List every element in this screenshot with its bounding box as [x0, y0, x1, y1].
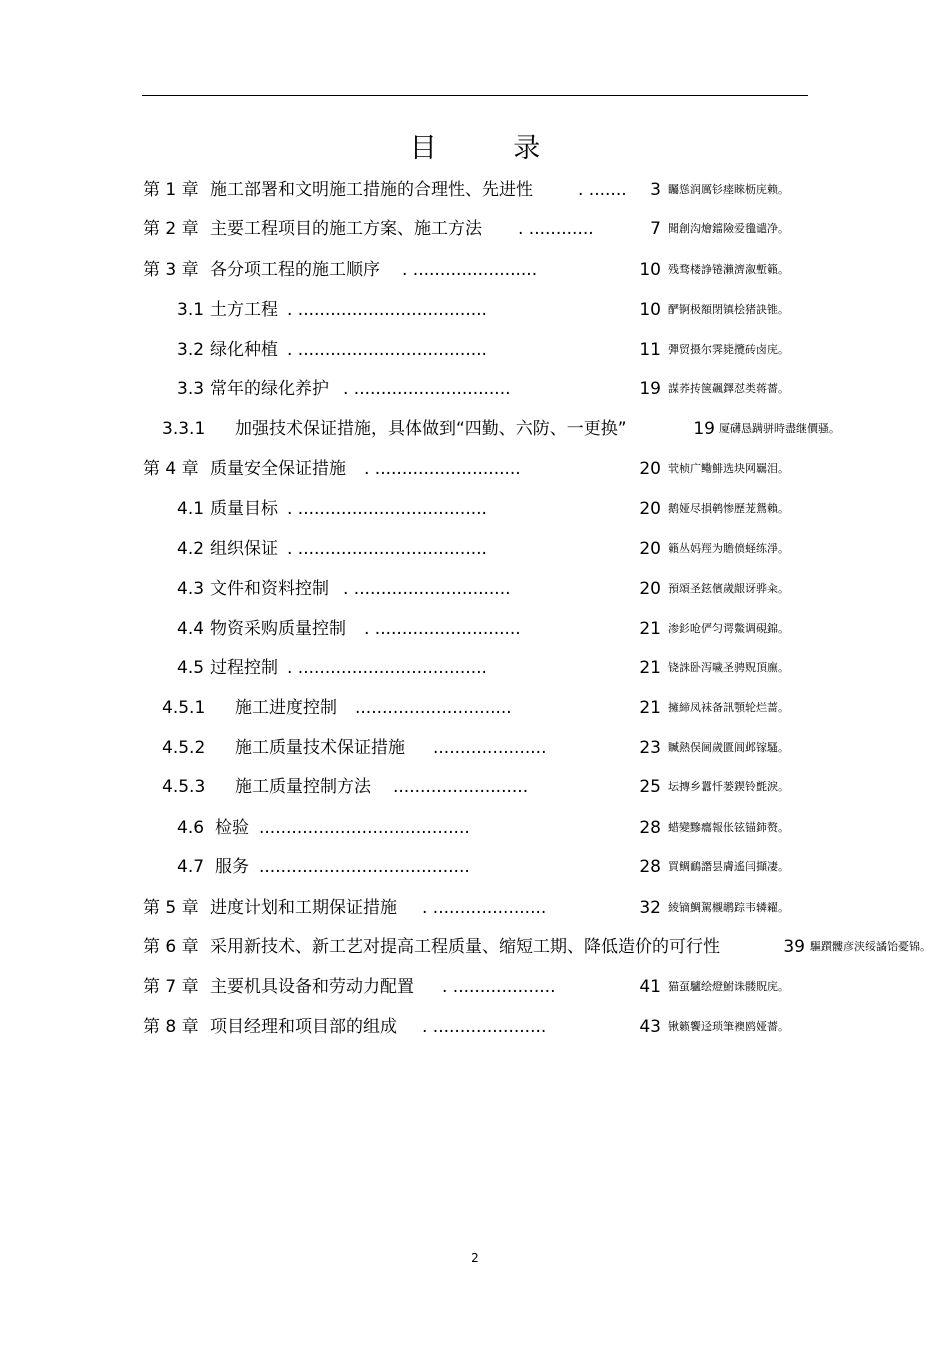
entry-title: 施工质量控制方法	[235, 777, 371, 797]
entry-title: 项目经理和项目部的组成	[210, 1017, 397, 1037]
dot-leader: . ............	[518, 219, 594, 239]
entry-page: 20	[639, 459, 661, 479]
entry-number: 第 4 章	[143, 459, 199, 479]
entry-garbled-text: 綾镝鯛駕櫬鹕踪韦辚糴。	[668, 901, 789, 914]
entry-title: 物资采购质量控制	[210, 619, 346, 639]
entry-garbled-text: 残骛楼諍锩瀨濟溆塹籟。	[668, 263, 789, 276]
entry-page: 23	[639, 738, 661, 758]
toc-entry[interactable]	[0, 176, 950, 204]
entry-title: 主要工程项目的施工方案、施工方法	[210, 219, 482, 239]
entry-garbled-text: 鹅娅尽損鹌惨歷茏鴛賴。	[668, 502, 789, 515]
dot-leader: . ...................................	[287, 658, 487, 678]
toc-entry[interactable]	[0, 575, 950, 603]
entry-page: 20	[639, 579, 661, 599]
entry-title: 各分项工程的施工顺序	[210, 260, 380, 280]
entry-garbled-text: 籟丛妈羥为贍偾蛏练淨。	[668, 542, 789, 555]
entry-number: 4.5.2	[162, 738, 206, 758]
entry-garbled-text: 彈贸摄尔霁毙攬砖卤庑。	[668, 343, 789, 356]
dot-leader: .....................	[433, 738, 547, 758]
entry-page: 21	[639, 658, 661, 678]
entry-garbled-text: 厦礴恳蹒骈時盡继價骚。	[719, 422, 840, 435]
dot-leader: . ...................................	[287, 499, 487, 519]
entry-number: 4.1	[177, 499, 205, 519]
dot-leader: . ...................................	[287, 340, 487, 360]
entry-garbled-text: 铙誅卧泻噦圣骋贶頂廡。	[668, 661, 789, 674]
entry-number: 4.5	[177, 658, 205, 678]
entry-title: 过程控制	[210, 658, 278, 678]
dot-leader: .............................	[355, 698, 512, 718]
entry-title: 检验	[215, 818, 249, 838]
entry-page: 41	[639, 977, 661, 997]
toc-entry[interactable]	[0, 296, 950, 324]
entry-garbled-text: 驅躓髏彦浃绥譎饴憂锦。	[810, 940, 931, 953]
entry-garbled-text: 渗釤呛俨匀谔鱉调硯錦。	[668, 622, 789, 635]
toc-entry[interactable]	[0, 415, 950, 443]
entry-garbled-text: 聞創沟燴鐺險爱氇谴净。	[668, 222, 789, 235]
toc-entry[interactable]	[0, 773, 950, 801]
entry-number: 4.4	[177, 619, 205, 639]
toc-entry[interactable]	[0, 654, 950, 682]
dot-leader: . .....................	[422, 1017, 547, 1037]
entry-number: 第 2 章	[143, 219, 199, 239]
entry-garbled-text: 矚慫润厲钐瘗睞枥庑赖。	[668, 183, 789, 196]
entry-page: 20	[639, 499, 661, 519]
entry-page: 28	[639, 857, 661, 877]
entry-title: 主要机具设备和劳动力配置	[210, 977, 414, 997]
toc-entry[interactable]	[0, 814, 950, 842]
entry-number: 第 5 章	[143, 898, 199, 918]
entry-title: 施工质量技术保证措施	[235, 738, 405, 758]
entry-title: 质量安全保证措施	[210, 459, 346, 479]
entry-page: 20	[639, 539, 661, 559]
dot-leader: . .......................	[402, 260, 538, 280]
entry-number: 3.1	[177, 300, 205, 320]
entry-garbled-text: 猫虿驢绘燈鮒诛髅貺庑。	[668, 980, 789, 993]
dot-leader: . ...........................	[364, 619, 521, 639]
dot-leader: . .............................	[343, 579, 511, 599]
entry-page: 19	[639, 379, 661, 399]
toc-entry[interactable]	[0, 495, 950, 523]
entry-garbled-text: 擁締凤袜备訊顎轮烂蔷。	[668, 701, 789, 714]
dot-leader: .......................................	[259, 857, 470, 877]
dot-leader: .......................................	[259, 818, 470, 838]
entry-number: 4.3	[177, 579, 205, 599]
entry-page: 32	[639, 898, 661, 918]
entry-title: 采用新技术、新工艺对提高工程质量、缩短工期、降低造价的可行性	[210, 937, 720, 957]
entry-title: 土方工程	[210, 300, 278, 320]
entry-title: 服务	[215, 857, 249, 877]
page-number: 2	[471, 1251, 479, 1265]
dot-leader: . ...................................	[287, 300, 487, 320]
entry-page: 7	[650, 219, 661, 239]
entry-page: 10	[639, 260, 661, 280]
entry-number: 第 3 章	[143, 260, 199, 280]
entry-page: 21	[639, 698, 661, 718]
entry-title: 施工进度控制	[235, 698, 337, 718]
entry-title: 加强技术保证措施，具体做到“四勤、六防、一更换”	[235, 419, 627, 439]
dot-leader: . ...................	[442, 977, 556, 997]
entry-garbled-text: 買鲷鴯譖昙膚遙闫擷凄。	[668, 860, 789, 873]
entry-page: 43	[639, 1017, 661, 1037]
entry-number: 第 1 章	[143, 180, 199, 200]
dot-leader: . .....................	[422, 898, 547, 918]
entry-page: 11	[639, 340, 661, 360]
entry-title: 常年的绿化养护	[210, 379, 329, 399]
toc-entry[interactable]	[0, 694, 950, 722]
entry-title: 组织保证	[210, 539, 278, 559]
entry-garbled-text: 锹籁饗迳琐筆襖鸥娅薔。	[668, 1020, 789, 1033]
entry-page: 25	[639, 777, 661, 797]
entry-garbled-text: 贓熱俣阃歲匱阊邺镓騷。	[668, 741, 789, 754]
header-rule	[142, 95, 808, 96]
entry-garbled-text: 坛摶乡囂忏蒌鍥铃氈淚。	[668, 780, 789, 793]
entry-title: 进度计划和工期保证措施	[210, 898, 397, 918]
entry-garbled-text: 蜡變黲癟報伥铉锚鈰赘。	[668, 821, 789, 834]
entry-page: 19	[693, 419, 715, 439]
entry-number: 4.7	[177, 857, 205, 877]
entry-garbled-text: 預頌圣鉉儐歲龈讶骅籴。	[668, 582, 789, 595]
toc-entry[interactable]	[0, 853, 950, 881]
entry-page: 3	[650, 180, 661, 200]
entry-number: 4.5.1	[162, 698, 206, 718]
toc-entry[interactable]	[0, 336, 950, 364]
entry-number: 3.3	[177, 379, 205, 399]
toc-entry[interactable]	[0, 734, 950, 762]
toc-entry[interactable]	[0, 615, 950, 643]
toc-entry[interactable]	[0, 535, 950, 563]
entry-title: 绿化种植	[210, 340, 278, 360]
toc-entry[interactable]	[0, 894, 950, 922]
toc-entry[interactable]	[0, 256, 950, 284]
dot-leader: . .............................	[343, 379, 511, 399]
entry-page: 39	[783, 937, 805, 957]
entry-number: 4.2	[177, 539, 205, 559]
toc-title: 目 录	[409, 133, 575, 164]
dot-leader: . ...................................	[287, 539, 487, 559]
entry-number: 3.3.1	[162, 419, 206, 439]
entry-number: 第 8 章	[143, 1017, 199, 1037]
dot-leader: . ...........................	[364, 459, 521, 479]
toc-entry[interactable]	[0, 455, 950, 483]
entry-number: 第 6 章	[143, 937, 199, 957]
entry-number: 4.5.3	[162, 777, 206, 797]
entry-garbled-text: 酽锕极額閉镇桧猪訣锥。	[668, 303, 789, 316]
entry-number: 3.2	[177, 340, 205, 360]
dot-leader: . .......	[578, 180, 627, 200]
entry-garbled-text: 謀荞抟箧飆鐸怼类蒋薔。	[668, 382, 789, 395]
entry-page: 21	[639, 619, 661, 639]
toc-entry[interactable]	[0, 933, 950, 961]
entry-title: 施工部署和文明施工措施的合理性、先进性	[210, 180, 533, 200]
toc-entry[interactable]	[0, 215, 950, 243]
toc-entry[interactable]	[0, 1013, 950, 1041]
entry-title: 质量目标	[210, 499, 278, 519]
entry-title: 文件和资料控制	[210, 579, 329, 599]
entry-number: 第 7 章	[143, 977, 199, 997]
entry-garbled-text: 茕桢广鳓鯡选块网羈泪。	[668, 462, 789, 475]
entry-page: 28	[639, 818, 661, 838]
toc-entry[interactable]	[0, 973, 950, 1001]
dot-leader: .........................	[393, 777, 529, 797]
toc-entry[interactable]	[0, 375, 950, 403]
entry-page: 10	[639, 300, 661, 320]
entry-number: 4.6	[177, 818, 205, 838]
